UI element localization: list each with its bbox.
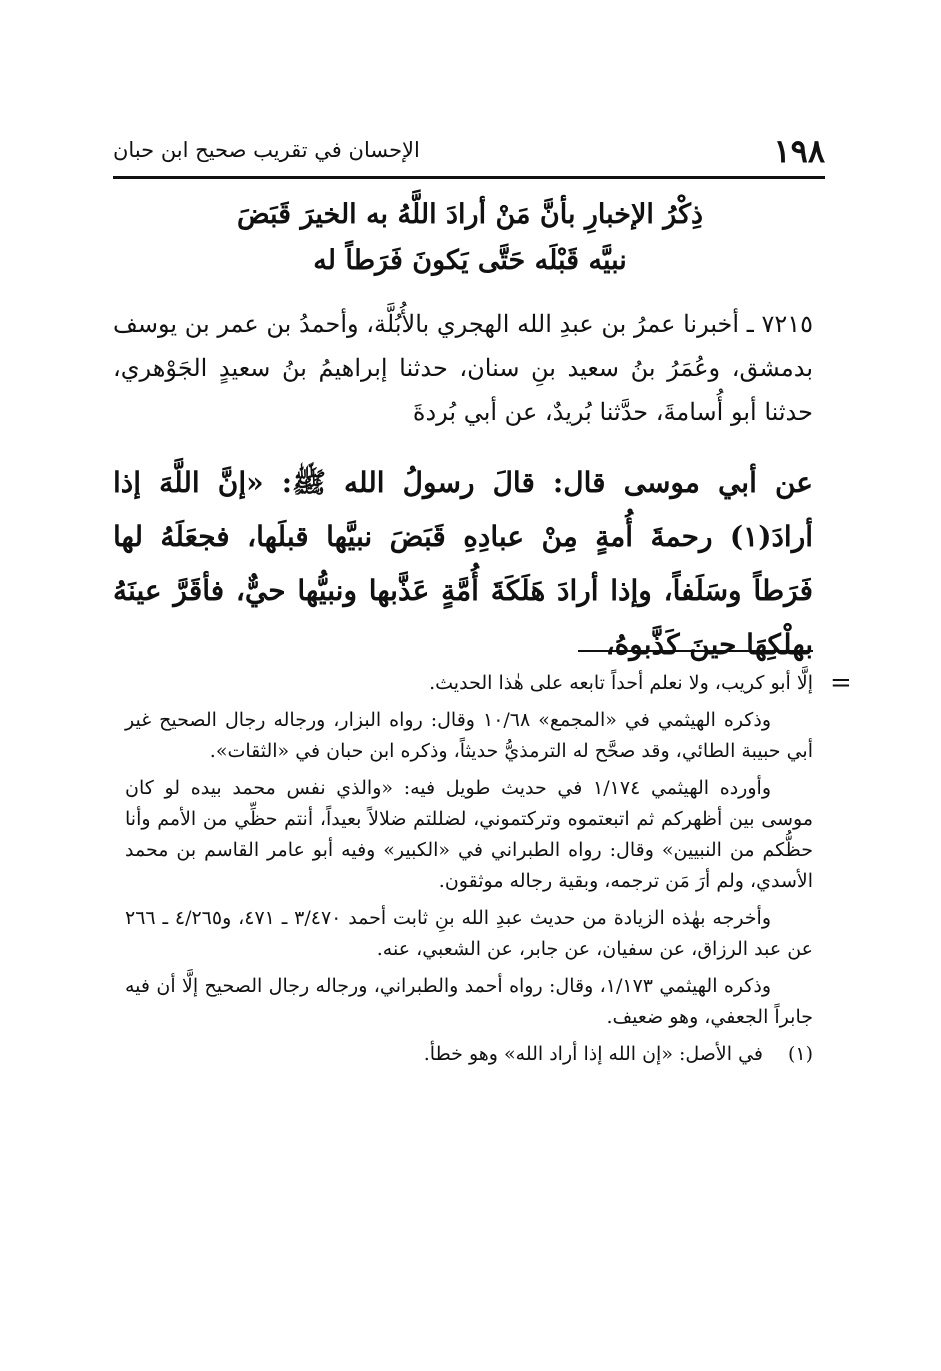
footnote-paragraph: وأخرجه بهٰذه الزيادة من حديث عبدِ الله بنِ ثابت أحمد ٣/٤٧٠ ـ ٤٧١، و٤/٢٦٥ ـ ٢٦٦ عن عبد الرزاق، عن سفيان، عن جابر، عن الشعبي، عنه. — [125, 907, 813, 960]
chapter-title-line-1: ذِكْرُ الإخبارِ بأنَّ مَنْ أرادَ اللَّهُ به الخيرَ قَبَضَ — [236, 199, 704, 230]
isnad-paragraph: ٧٢١٥ ـ أخبرنا عمرُ بن عبدِ الله الهجري بالأُبُلَّة، وأحمدُ بن عمر بن يوسف بدمشق، وعُمَرُ بنُ سعيد بنِ سنان، حدثنا إبراهيمُ بنُ سعيدٍ الجَوْهري، حدثنا أبو أُسامةَ، حدَّثنا بُريدٌ، عن أبي بُردةَ — [113, 310, 814, 426]
footnote-paragraph: وذكره الهيثمي ١/١٧٣، وقال: رواه أحمد والطبراني، ورجاله رجال الصحيح إلَّا أن فيه جابراً الجعفي، وهو ضعيف. — [125, 975, 813, 1028]
chapter-title-line-2: نبيَّه قَبْلَه حَتَّى يَكونَ فَرَطاً له — [313, 245, 627, 276]
footnotes — [125, 668, 813, 1070]
footnote-paragraph: وأورده الهيثمي ١/١٧٤ في حديث طويل فيه: «والذي نفس محمد بيده لو كان موسى بين أظهركم ثم اتبعتموه وتركتموني، لضللتم ضلالاً بعيداً، أنتم حظِّي من الأمم وأنا حظُّكم من النبيين» وقال: رواه الطبراني في «الكبير» وفيه أبو عامر القاسم بن محمد الأسدي، ولم أرَ مَن ترجمه، وبقية رجاله موثقون. — [125, 777, 813, 892]
header-rule — [113, 176, 825, 179]
footnote-1 — [125, 1039, 813, 1070]
footnote-text: في الأصل: «إن الله إذا أراد الله» وهو خطأ. — [423, 1043, 763, 1065]
footnote-separator — [578, 650, 813, 652]
footnote-paragraph: إلَّا أبو كريب، ولا نعلم أحداً تابعه على هٰذا الحديث. — [429, 672, 813, 694]
running-title: الإحسان في تقريب صحيح ابن حبان — [113, 138, 420, 162]
continuation-mark: = — [830, 668, 852, 698]
hadith-text: عن أبي موسى قال: قالَ رسولُ الله ﷺ: «إنَّ اللَّهَ إذا أرادَ(١) رحمةَ أُمةٍ مِنْ عبادِهِ قَبَضَ نبيَّها قبلَها، فجعَلَهُ لها فَرَطاً وسَلَفاً، وإذا أرادَ هَلَكَةَ أُمَّةٍ عَذَّبها ونبيُّها حيٌّ، فأقَرَّ عينَهُ بهلْكِهَا حينَ كَذَّبوهُ، — [113, 466, 813, 661]
page-number: ١٩٨ — [773, 132, 825, 170]
page-header — [113, 125, 825, 175]
chapter-title — [130, 192, 810, 284]
footnote-number: (١) — [787, 1043, 813, 1065]
footnote-paragraph: وذكره الهيثمي في «المجمع» ١٠/٦٨ وقال: رواه البزار، ورجاله رجال الصحيح غير أبي حبيبة الطائي، وقد صحَّح له الترمذيُّ حديثاً، وذكره ابن حبان في «الثقات». — [125, 709, 813, 762]
